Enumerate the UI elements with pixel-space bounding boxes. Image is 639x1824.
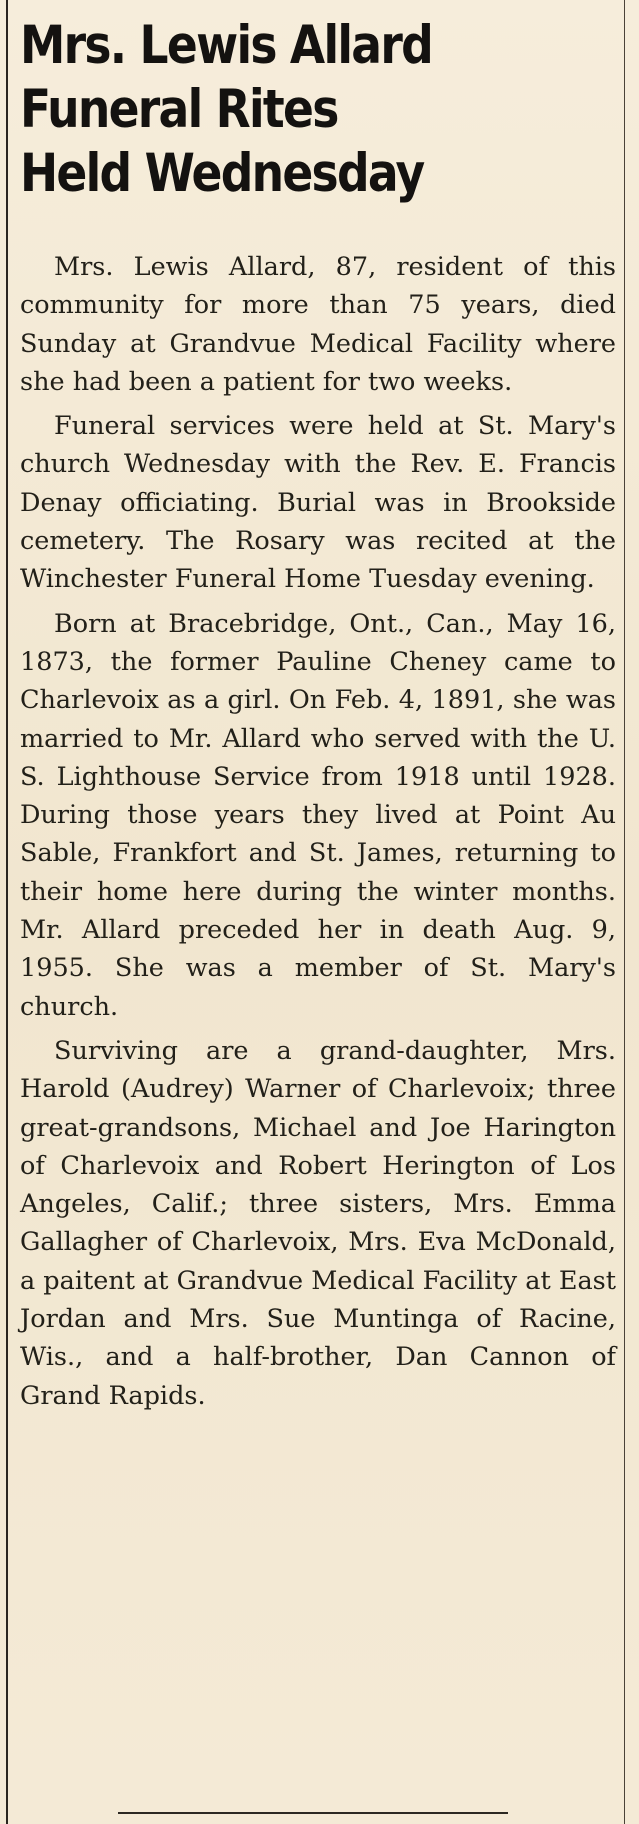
paragraph-death-notice: Mrs. Lewis Allard, 87, resident of this community for more than 75 years, died Sunday at Grandvue Medical Facility where she had been a patient for two weeks. <box>20 252 616 397</box>
paragraph-biography: Born at Bracebridge, Ont., Can., May 16, 1873, the former Pauline Cheney came to Charlevoix as a girl. On Feb. 4, 1891, she was married to Mr. Allard who served with the U. S. Lighthouse Service from 1918 until 1928. During those years they lived at Point Au Sable, Frankfort and St. James, returning to their home here during the winter months. Mr. Allard preceded her in death Aug. 9, 1955. She was a member of St. Mary's church. <box>20 608 616 1022</box>
headline-line-1: Mrs. Lewis Allard <box>20 15 432 76</box>
bottom-rule <box>118 1812 508 1814</box>
left-column-rule <box>6 0 8 1824</box>
paragraph-survivors: Surviving are a grand-daughter, Mrs. Harold (Audrey) Warner of Charlevoix; three great-grandsons, Michael and Joe Harington of Charlevoix and Robert Herington of Los Angeles, Calif.; three sisters, Mrs. Emma Gallagher of Charlevoix, Mrs. Eva McDonald, a paitent at Grandvue Medical Facility at East Jordan and Mrs. Sue Muntinga of Racine, Wis., and a half-brother, Dan Cannon of Grand Rapids. <box>20 1035 617 1411</box>
article-body <box>20 248 616 1415</box>
headline-line-3: Held Wednesday <box>20 143 424 204</box>
article-column <box>20 14 616 1415</box>
right-column-rule <box>624 0 625 1824</box>
headline-line-2: Funeral Rites <box>20 79 338 140</box>
article-headline <box>20 14 533 206</box>
paragraph-funeral-services: Funeral services were held at St. Mary's church Wednesday with the Rev. E. Francis Denay officiating. Burial was in Brookside cemetery. The Rosary was recited at the Winchester Funeral Home Tuesday evening. <box>20 411 616 595</box>
